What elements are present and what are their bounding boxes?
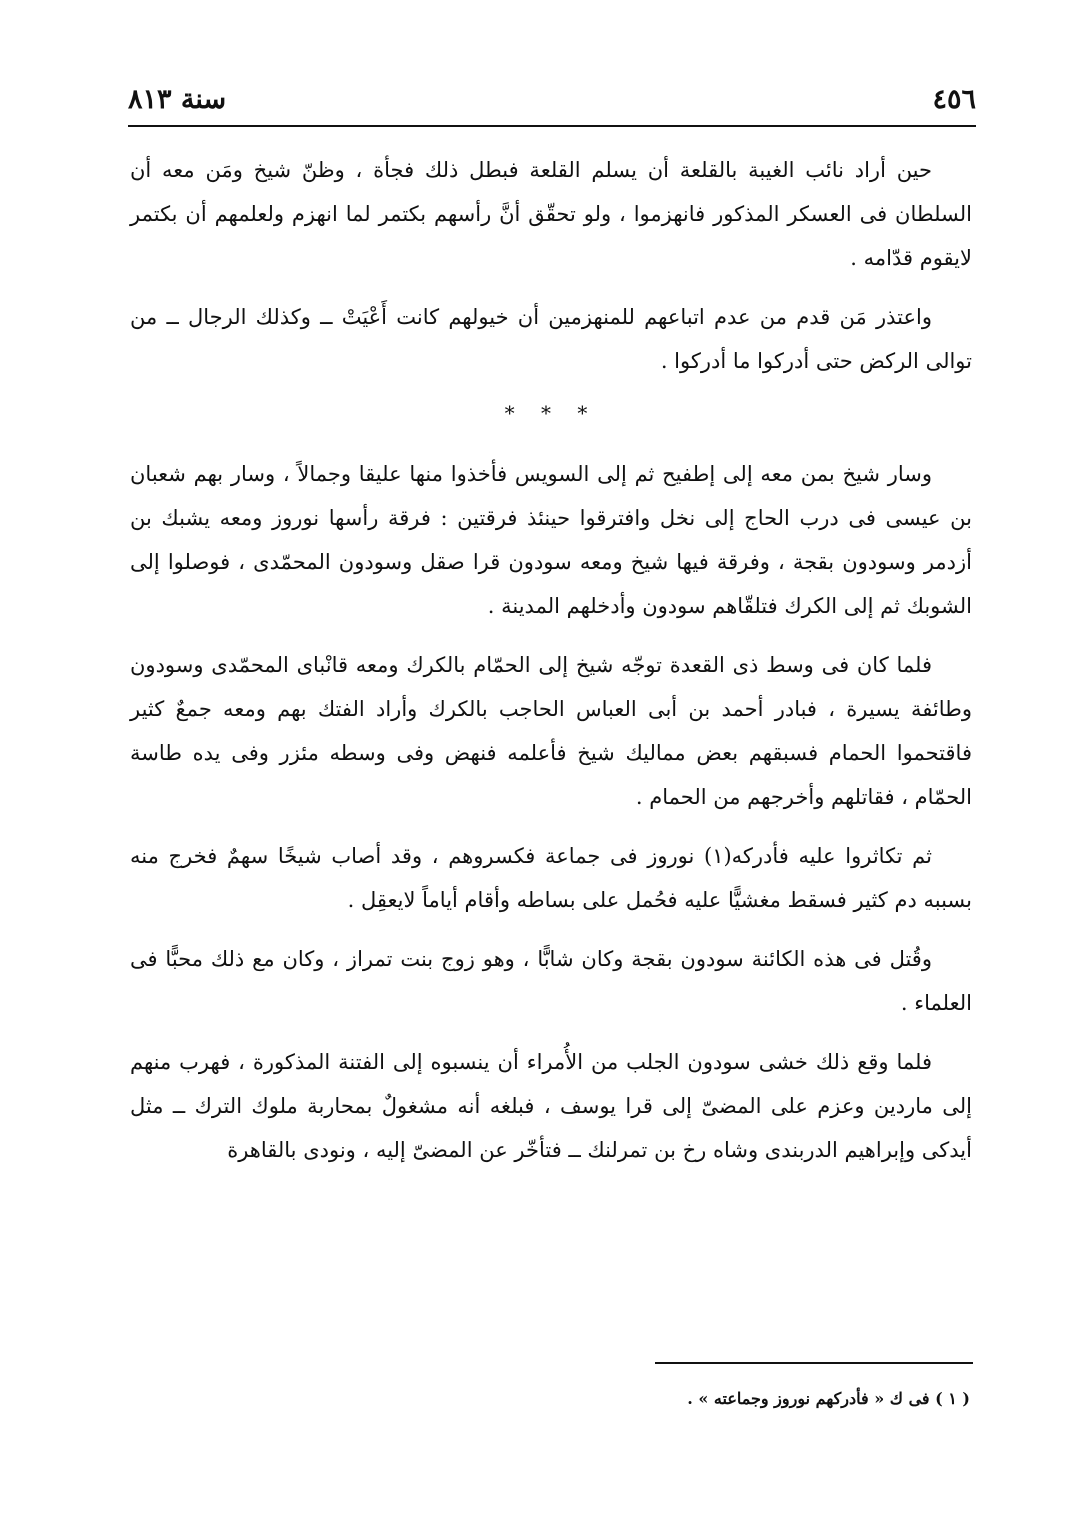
running-head: سنة ٨١٣ [128,84,227,115]
footnote: ( ١ ) فى ك « فأدركهم نوروز وجماعته » . [687,1389,970,1408]
paragraph: حين أراد نائب الغيبة بالقلعة أن يسلم القلعة فبطل ذلك فجأة ، وظنّ شيخ ومَن معه أن السلطان فى العسكر المذكور فانهزموا ، ولو تحقّق أنَّ رأسهم بكتمر لما انهزم ولعلمهم أن بكتمر لايقوم قدّامه . [130,158,972,270]
paragraph: فلما وقع ذلك خشى سودون الجلب من الأُمراء أن ينسبوه إلى الفتنة المذكورة ، فهرب منهم إلى ماردين وعزم على المضىّ إلى قرا يوسف ، فبلغه أنه مشغولٌ بمحاربة ملوك الترك ــ مثل أيدكى وإبراهيم الدربندى وشاه رخ بن تمرلنك ــ فتأخّر عن المضىّ إليه ، ونودى بالقاهرة [130,1050,972,1162]
paragraph: وقُتل فى هذه الكائنة سودون بقجة وكان شابًّا ، وهو زوج بنت تمراز ، وكان مع ذلك محبًّا فى العلماء . [130,947,972,1015]
body-text [130,148,972,1187]
header-rule [128,125,976,127]
section-separator: * * * [504,401,598,425]
page-number: ٤٥٦ [932,84,976,115]
paragraph: وسار شيخ بمن معه إلى إطفيح ثم إلى السويس فأخذوا منها عليقا وجمالاً ، وسار بهم شعبان بن عيسى فى درب الحاج إلى نخل وافترقوا حينئذ فرقتين : فرقة رأسها نوروز ومعه يشبك بن أزدمر وسودون بقجة ، وفرقة فيها شيخ ومعه سودون قرا صقل وسودون المحمّدى ، فوصلوا إلى الشوبك ثم إلى الكرك فتلقّاهم سودون وأدخلهم المدينة . [130,462,972,618]
footnote-rule [655,1362,973,1364]
paragraph: ثم تكاثروا عليه فأدركه(١) نوروز فى جماعة فكسروهم ، وقد أصاب شيخًا سهمٌ فخرج منه بسببه دم كثير فسقط مغشيًّا عليه فحُمل على بساطه وأقام أياماً لايعقِل . [130,844,972,912]
paragraph: واعتذر مَن قدم من عدم اتباعهم للمنهزمين أن خيولهم كانت أَعْيَتْ ــ وكذلك الرجال ــ من توالى الركض حتى أدركوا ما أدركوا . [130,305,972,373]
page-header [128,80,976,124]
paragraph: فلما كان فى وسط ذى القعدة توجّه شيخ إلى الحمّام بالكرك ومعه قانْباى المحمّدى وسودون وطائفة يسيرة ، فبادر أحمد بن أبى العباس الحاجب بالكرك وأراد الفتك بهم ومعه جمعٌ كثير فاقتحموا الحمام فسبقهم بعض مماليك شيخ فأعلمه فنهض وفى وسطه مئزر وفى يده طاسة الحمّام ، فقاتلهم وأخرجهم من الحمام . [130,653,972,809]
